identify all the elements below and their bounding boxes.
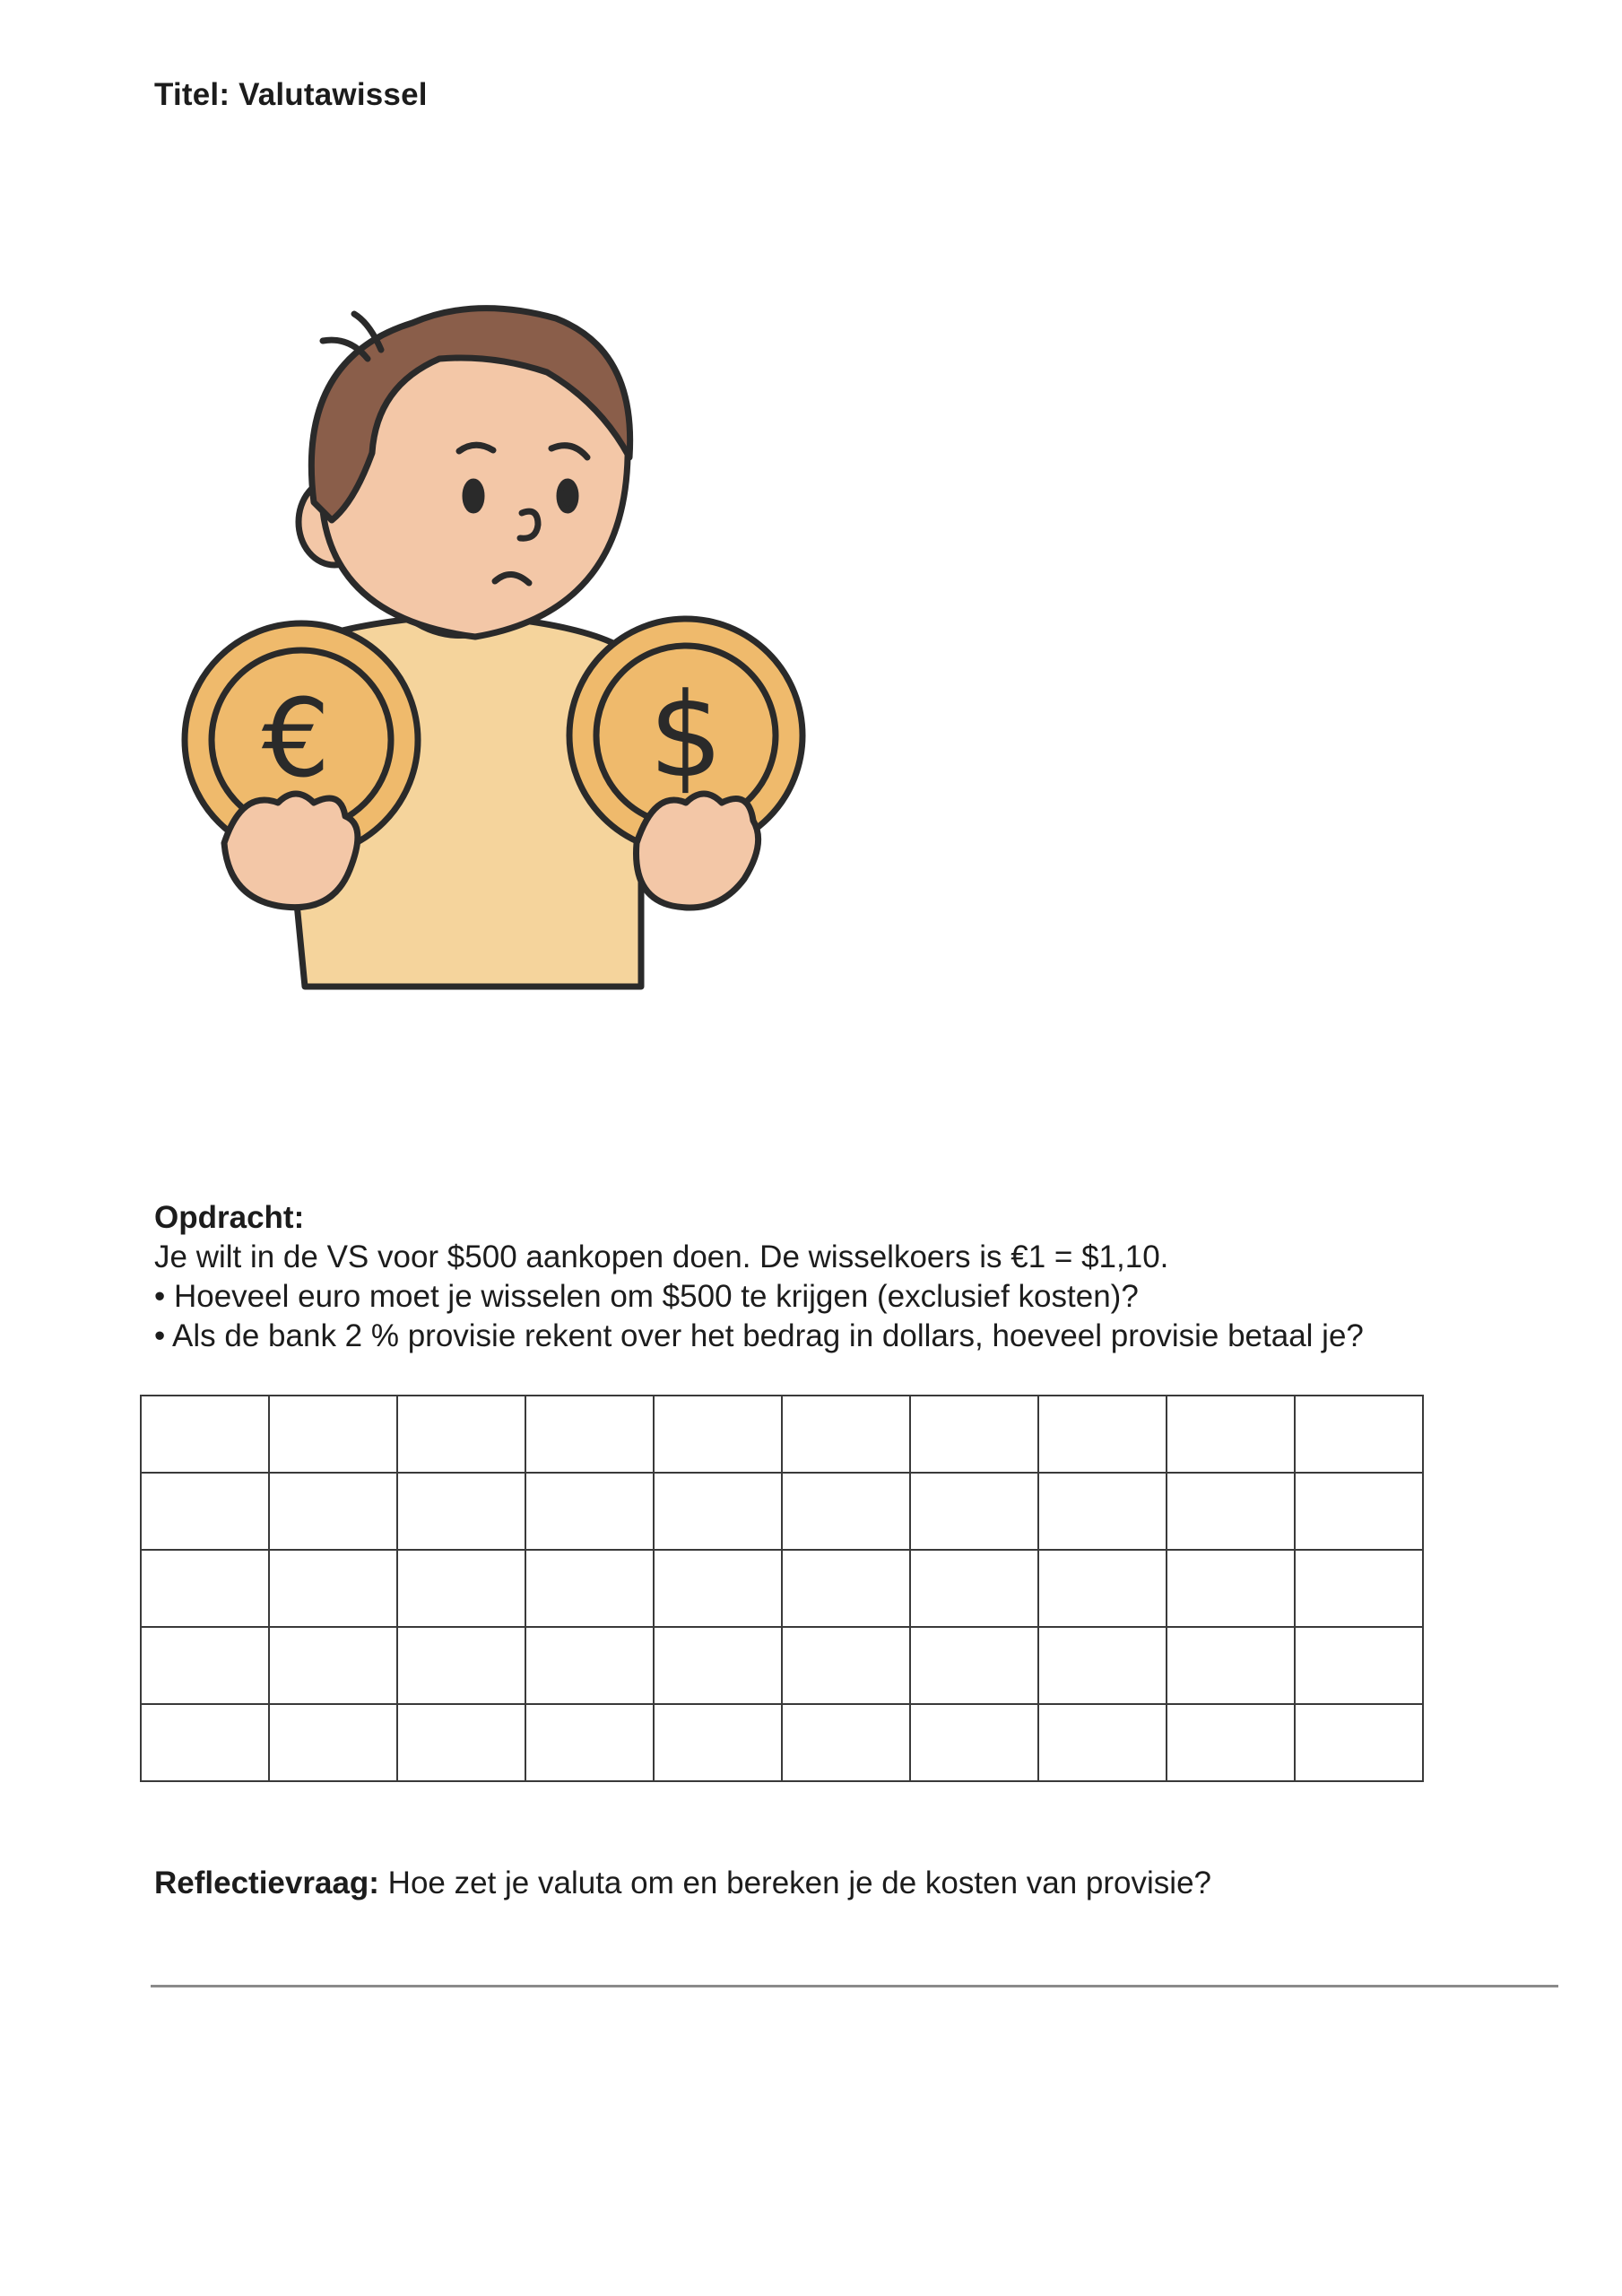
grid-cell[interactable] [1295, 1473, 1423, 1550]
reflection-label: Reflectievraag: [154, 1866, 379, 1900]
grid-cell[interactable] [1038, 1396, 1167, 1473]
grid-cell[interactable] [654, 1396, 782, 1473]
grid-cell[interactable] [1038, 1627, 1167, 1704]
grid-cell[interactable] [397, 1550, 525, 1627]
assignment-block [154, 1198, 1499, 1356]
grid-cell[interactable] [782, 1550, 910, 1627]
grid-cell[interactable] [1038, 1473, 1167, 1550]
grid-cell[interactable] [654, 1550, 782, 1627]
grid-row [141, 1396, 1423, 1473]
grid-cell[interactable] [269, 1550, 397, 1627]
grid-cell[interactable] [397, 1627, 525, 1704]
grid-cell[interactable] [1038, 1704, 1167, 1781]
grid-row [141, 1550, 1423, 1627]
grid-cell[interactable] [141, 1396, 269, 1473]
grid-cell[interactable] [1167, 1704, 1295, 1781]
left-eye [465, 482, 481, 510]
grid-cell[interactable] [525, 1396, 654, 1473]
answer-grid [140, 1395, 1424, 1782]
grid-cell[interactable] [141, 1627, 269, 1704]
grid-row [141, 1704, 1423, 1781]
euro-symbol: € [261, 677, 331, 802]
page-title: Titel: Valutawissel [154, 77, 428, 112]
assignment-intro: Je wilt in de VS voor $500 aankopen doen. De wisselkoers is €1 = $1,10. [154, 1239, 1169, 1274]
grid-cell[interactable] [910, 1473, 1038, 1550]
grid-cell[interactable] [525, 1704, 654, 1781]
grid-cell[interactable] [782, 1704, 910, 1781]
grid-cell[interactable] [1295, 1550, 1423, 1627]
boy-holding-coins-illustration [170, 287, 834, 1004]
grid-cell[interactable] [525, 1627, 654, 1704]
left-hand [224, 794, 358, 908]
grid-cell[interactable] [1295, 1627, 1423, 1704]
grid-cell[interactable] [1167, 1550, 1295, 1627]
grid-cell[interactable] [1167, 1473, 1295, 1550]
reflection-text: Hoe zet je valuta om en bereken je de kosten van provisie? [378, 1866, 1211, 1900]
dollar-symbol: $ [648, 667, 724, 804]
reflection-question [154, 1866, 1211, 1901]
grid-cell[interactable] [910, 1550, 1038, 1627]
grid-cell[interactable] [269, 1396, 397, 1473]
grid-cell[interactable] [141, 1704, 269, 1781]
grid-cell[interactable] [654, 1473, 782, 1550]
grid-cell[interactable] [141, 1473, 269, 1550]
grid-cell[interactable] [782, 1627, 910, 1704]
grid-cell[interactable] [397, 1396, 525, 1473]
grid-cell[interactable] [269, 1704, 397, 1781]
grid-cell[interactable] [1038, 1550, 1167, 1627]
assignment-bullet: • Als de bank 2 % provisie rekent over het bedrag in dollars, hoeveel provisie betaal je? [154, 1318, 1364, 1353]
grid-row [141, 1627, 1423, 1704]
grid-cell[interactable] [654, 1704, 782, 1781]
grid-cell[interactable] [910, 1704, 1038, 1781]
grid-cell[interactable] [782, 1473, 910, 1550]
grid-cell[interactable] [1167, 1627, 1295, 1704]
assignment-heading: Opdracht: [154, 1200, 305, 1235]
grid-cell[interactable] [269, 1627, 397, 1704]
right-hand [637, 794, 759, 908]
grid-row [141, 1473, 1423, 1550]
grid-cell[interactable] [1167, 1396, 1295, 1473]
answer-line[interactable] [151, 1985, 1558, 1987]
grid-cell[interactable] [525, 1550, 654, 1627]
grid-cell[interactable] [269, 1473, 397, 1550]
grid-cell[interactable] [397, 1473, 525, 1550]
right-eye [559, 482, 576, 510]
grid-cell[interactable] [397, 1704, 525, 1781]
grid-cell[interactable] [525, 1473, 654, 1550]
grid-cell[interactable] [654, 1627, 782, 1704]
grid-cell[interactable] [1295, 1396, 1423, 1473]
grid-cell[interactable] [782, 1396, 910, 1473]
grid-cell[interactable] [910, 1627, 1038, 1704]
grid-cell[interactable] [1295, 1704, 1423, 1781]
assignment-bullet: • Hoeveel euro moet je wisselen om $500 te krijgen (exclusief kosten)? [154, 1279, 1139, 1314]
grid-cell[interactable] [141, 1550, 269, 1627]
grid-cell[interactable] [910, 1396, 1038, 1473]
